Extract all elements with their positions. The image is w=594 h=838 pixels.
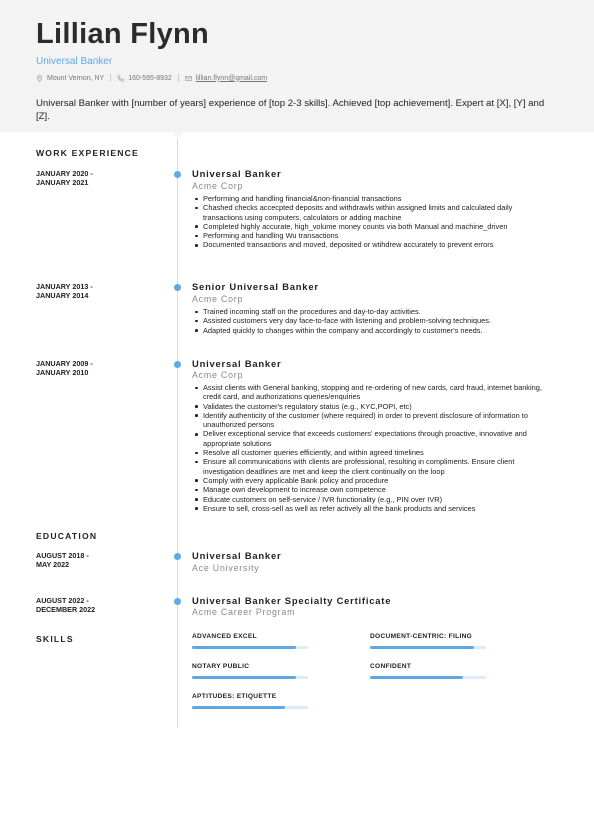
job-date-start: JANUARY 2009 -	[36, 359, 93, 368]
location-pin-icon	[36, 75, 43, 82]
email-link[interactable]: lillian.flynn@gmail.com	[195, 74, 268, 82]
contact-phone	[117, 75, 172, 82]
list-item: Ensure to sell, cross-sell as well as refer actively all the bank products and services	[192, 504, 548, 513]
timeline-line	[177, 138, 178, 728]
job-date-start: JANUARY 2013 -	[36, 282, 93, 291]
skill-bar	[370, 646, 486, 649]
list-item: Assisted customers very day face-to-face with listening and problem-solving techniques.	[192, 316, 548, 325]
skill-label: NOTARY PUBLIC	[192, 663, 250, 670]
education-date	[36, 596, 95, 614]
education-title: Universal Banker Specialty Certificate	[192, 595, 392, 606]
list-item: Adapted quickly to changes within the company and accordingly to customer's needs.	[192, 326, 548, 335]
list-item: Performing and handling financial&non-financial transactions	[192, 194, 548, 203]
skill-bar	[192, 646, 308, 649]
job-date	[36, 282, 93, 300]
timeline-dot	[174, 284, 181, 291]
job-title: Senior Universal Banker	[192, 281, 319, 292]
education-date-start: AUGUST 2018 -	[36, 551, 89, 560]
education-date-start: AUGUST 2022 -	[36, 596, 89, 605]
list-item: Chashed checks accecpted deposits and withdrawls within assigned limits and calculated daily transactions using computers, calculators or adding machine	[192, 203, 548, 222]
list-item: Deliver exceptional service that exceeds customers' expectations through proactive, innovative and appropriate solutions	[192, 429, 548, 448]
section-title-work: WORK EXPERIENCE	[36, 148, 139, 158]
education-school: Acme Career Program	[192, 607, 296, 617]
phone-text: 160-595-8932	[128, 74, 172, 82]
skill-label: APTITUDES: ETIQUETTE	[192, 693, 277, 700]
list-item: Validates the customer's regulatory status (e.g., KYC,POPI, etc)	[192, 402, 548, 411]
skill-bar	[370, 676, 486, 679]
timeline-dot	[174, 361, 181, 368]
education-date-end: MAY 2022	[36, 560, 70, 569]
list-item: Trained incoming staff on the procedures and day-to-day activities.	[192, 307, 548, 316]
contact-line	[36, 72, 267, 84]
job-date-end: JANUARY 2014	[36, 291, 89, 300]
job-title: Universal Banker	[192, 358, 282, 369]
skill-bar-fill	[192, 706, 285, 709]
list-item: Performing and handling Wu transactions	[192, 231, 548, 240]
timeline-dot	[174, 598, 181, 605]
list-item: Resolve all customer queries efficiently, and within agreed timelines	[192, 448, 548, 457]
job-company: Acme Corp	[192, 181, 244, 191]
candidate-name: Lillian Flynn	[36, 18, 210, 50]
skill-label: ADVANCED EXCEL	[192, 633, 257, 640]
contact-email[interactable]	[185, 75, 267, 82]
education-school: Ace University	[192, 563, 260, 573]
list-item: Educate customers on self-service / IVR functionality (e.g., PIN over IVR)	[192, 495, 548, 504]
skill-bar-fill	[370, 646, 474, 649]
skill-bar	[192, 676, 308, 679]
resume-header	[0, 0, 594, 132]
header-notch	[172, 132, 184, 138]
job-company: Acme Corp	[192, 370, 244, 380]
profile-summary: Universal Banker with [number of years] experience of [top 2-3 skills]. Achieved [top achievement]. Expert at [X], [Y] and [Z].	[36, 98, 545, 122]
list-item: Identify authenticity of the customer (where required) in order to prevent disclosure of information to unauthorized persons	[192, 411, 548, 430]
job-bullets	[192, 194, 548, 250]
job-bullets	[192, 383, 548, 513]
contact-location	[36, 75, 104, 82]
job-date-end: JANUARY 2021	[36, 178, 89, 187]
job-date	[36, 359, 93, 377]
job-date	[36, 169, 93, 187]
candidate-role: Universal Banker	[36, 56, 113, 67]
education-title: Universal Banker	[192, 550, 282, 561]
list-item: Completed highly accurate, high_volume money counts via both Manual and machine_driven	[192, 222, 548, 231]
section-title-education: EDUCATION	[36, 531, 98, 541]
skill-bar	[192, 706, 308, 709]
list-item: Manage own development to increase own competence	[192, 485, 548, 494]
skill-bar-fill	[192, 646, 296, 649]
education-date	[36, 551, 89, 569]
contact-divider	[110, 74, 111, 82]
email-icon	[185, 75, 192, 82]
skill-bar-fill	[192, 676, 296, 679]
job-bullets	[192, 307, 548, 335]
list-item: Comply with every applicable Bank policy and procedure	[192, 476, 548, 485]
education-date-end: DECEMBER 2022	[36, 605, 96, 614]
phone-icon	[117, 75, 124, 82]
location-text: Mount Vernon, NY	[47, 74, 105, 82]
list-item: Documented transactions and moved, deposited or wtihdrew accurately to prevent errors	[192, 240, 548, 249]
contact-divider	[178, 74, 179, 82]
list-item: Assist clients with General banking, stopping and re-ordering of new cards, card fraud, internet banking, credit card, and authorizations queries/enquiries	[192, 383, 548, 402]
skill-label: CONFIDENT	[370, 663, 412, 670]
skill-label: DOCUMENT-CENTRIC: FILING	[370, 633, 473, 640]
list-item: Ensure all communications with clients are professional, resulting in compliments. Ensure client investigation deadlines are met and keep the client continually on the loop	[192, 457, 548, 476]
job-date-start: JANUARY 2020 -	[36, 169, 93, 178]
job-title: Universal Banker	[192, 168, 282, 179]
job-date-end: JANUARY 2010	[36, 368, 89, 377]
section-title-skills: SKILLS	[36, 634, 74, 644]
job-company: Acme Corp	[192, 294, 244, 304]
timeline-dot	[174, 171, 181, 178]
timeline-dot	[174, 553, 181, 560]
skill-bar-fill	[370, 676, 463, 679]
